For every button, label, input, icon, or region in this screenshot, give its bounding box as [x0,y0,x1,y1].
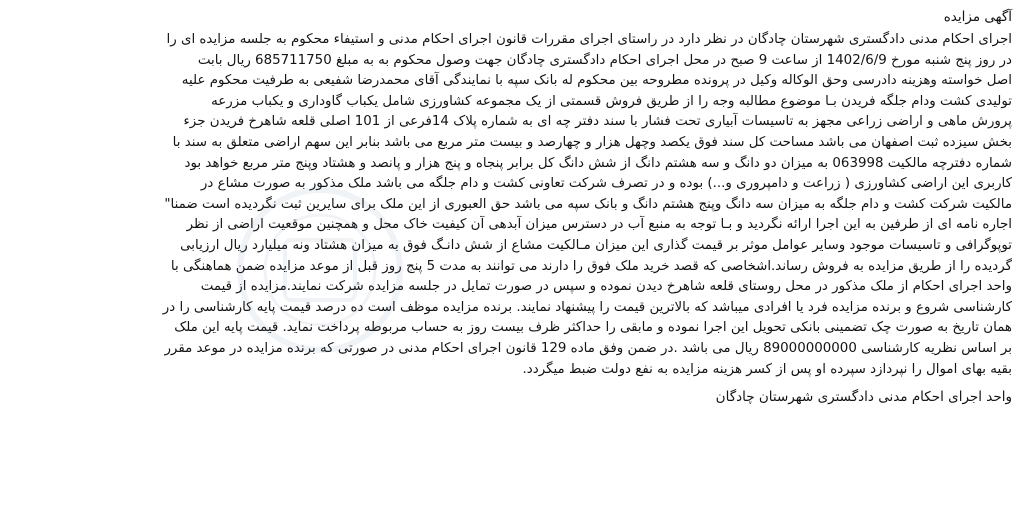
notice-line: بر اساس نظریه کارشناسی 89000000000 ریال می باشد .در ضمن وفق ماده 129 قانون اجرای احکام مدنی در صورتی که برنده مزایده در موعد مقرر [164,340,1012,356]
notice-line: بخش سیزده ثبت اصفهان می باشد مساحت کل سند فوق یکصد وچهل هزار و چهارصد و بیست متر مربع می باشد بنابر این سهم اراضی متعلق به سند با [172,134,1012,150]
notice-footer: واحد اجرای احکام مدنی دادگستری شهرستان چادگان [715,389,1012,406]
notice-line: همان تاریخ به صورت چک تضمینی بانکی تحویل این اجرا نموده و مابقی را حداکثر ظرف بیست روز به حساب مربوطه پرداخت نماید. قیمت پایه این ملک [174,320,1012,336]
notice-line: اجرای احکام مدنی دادگستری شهرستان چادگان در نظر دارد در راستای اجرای مقررات قانون اجرای احکام مدنی و استیفاء محکوم به جلسه مزایده ای را [166,32,1012,47]
notice-body [8,30,1012,380]
notice-title: آگهی مزایده [943,9,1012,25]
notice-line: واحد اجرای احکام از ملک مذکور در محل روستای قلعه شاهرخ دیدن نموده و سپس در صورت تمایل در جلسه مزایده شرکت نمایند.مزایده از قیمت [200,279,1012,295]
notice-line: اصل خواسته وهزینه دادرسی وحق الوکاله وکیل در پرونده مطروحه بین محکوم له بانک سپه با نمایندگی آقای محمدرضا شفیعی به طرفیت محکوم علیه [181,73,1012,89]
auction-notice [8,6,1012,408]
notice-line: کارشناسی شروع و برنده مزایده فرد یا افرادی میباشد که بالاترین قیمت را پیشنهاد نمایند. برنده مزایده موظف است ده درصد قیمت پایه کارشناسی را در [162,299,1012,315]
notice-line: پرورش ماهی و اراضی زراعی مجهز به تاسیسات آبیاری تحت فشار با سند دفتر چه ای به شماره پلاک 14فرعی از 101 اصلی قلعه شاهرخ فریدن جزء [183,114,1012,130]
notice-line: گردیده را از طریق مزایده به فروش رساند.اشخاصی که قصد خرید ملک فوق را دارند می توانند به مدت 5 پنج روز قبل از موعد مزایده ضمن هماهنگی با [170,258,1012,274]
notice-line: تولیدی کشت ودام جلگه فریدن بـا موضوع مطالبه وجه را از طریق فروش قسمتی از یک مجموعه کشاورزی شامل یکباب گاوداری و یکباب مزرعه [211,93,1012,109]
notice-line: مالکیت شرکت کشت و دام جلگه به میزان سه دانگ وپنج هشتم دانگ و بانک سپه می باشد حق العبوری از این ملک برای سایرین ثبت نگردیده است ضمنا" [164,196,1012,212]
notice-line: شماره دفترچه مالکیت 063998 به میزان دو دانگ و سه هشتم دانگ از شش دانگ کل برابر پنجاه و پنج هزار و پانصد و هشتاد وپنج متر مربع خواهد بود [184,155,1012,171]
notice-line: کاربری این اراضی کشاورزی ( زراعت و دامپروری و...) بوده و در تصرف شرکت تعاونی کشت و دام جلگه می باشد ملک مذکور به صورت مشاع در [200,176,1012,192]
notice-line: بقیه بهای اموال را نپردازد سپرده او پس از کسر هزینه مزایده به نفع دولت ضبط میگردد. [522,361,1012,377]
notice-line: توپوگرافی و تاسیسات موجود وسایر عوامل موثر بر قیمت گذاری این میزان مـالکیت مشاع از شش دانـگ فوق به میزان هشتاد ونه میلیارد ریال ارزیابی [180,237,1012,253]
notice-line: در روز پنج شنبه مورخ 1402/6/9 از ساعت 9 صبح در محل اجرای احکام دادگستری چادگان جهت وصول محکوم به به مبلغ 685711750 ریال بابت [197,52,1012,68]
notice-line: اجاره نامه ای از طرفین به این اجرا ارائه نگردید و بـا توجه به منبع آب در دسترس میزان آبدهی آن کیفیت خاک محل و همچنین موقعیت اراضی از نظر [186,217,1012,233]
